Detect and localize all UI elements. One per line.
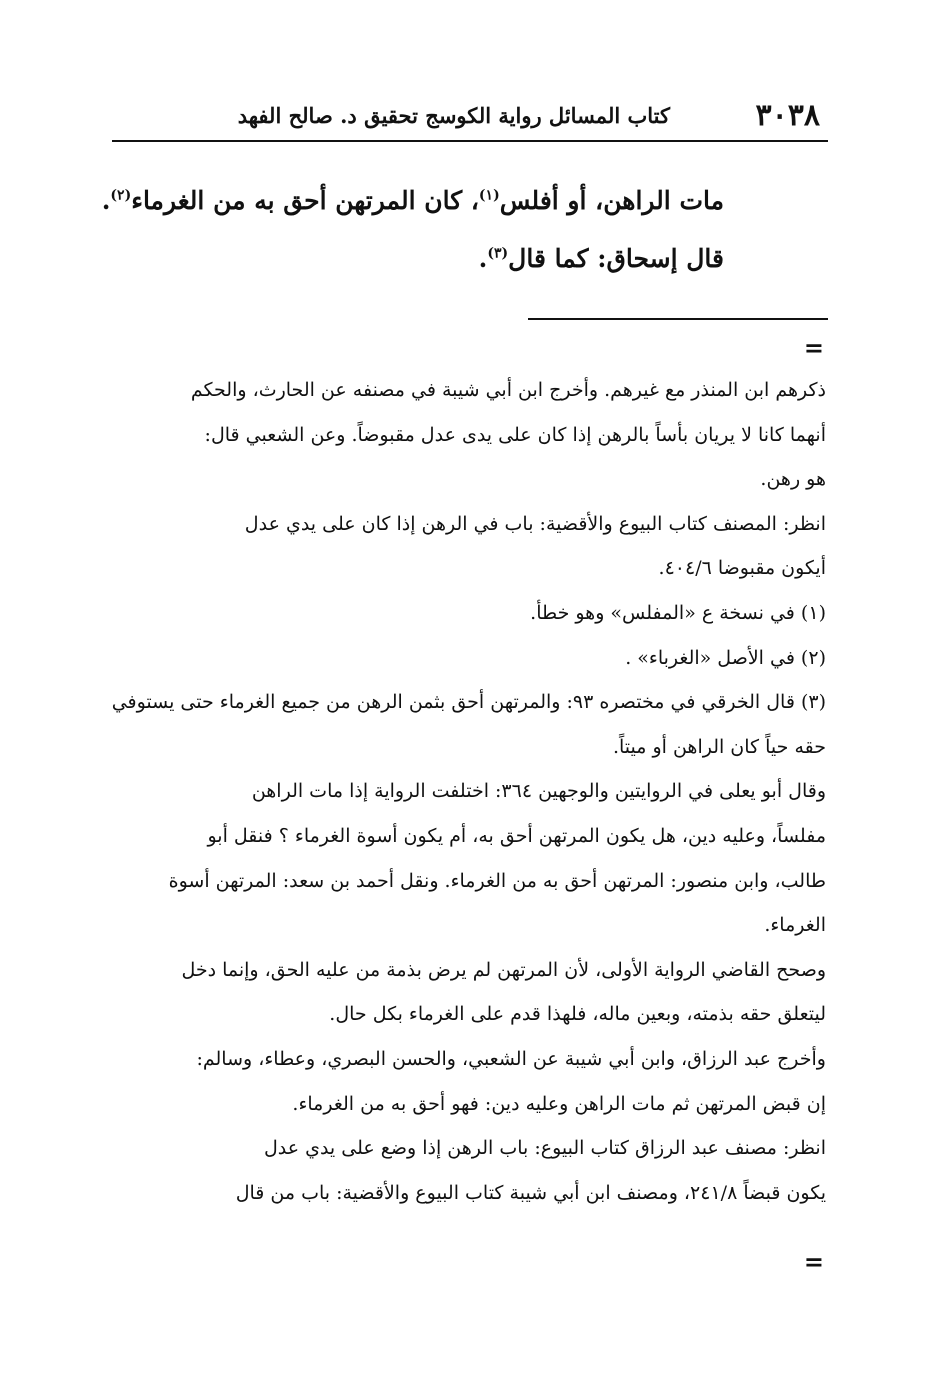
footnote-line: وأخرج عبد الرزاق، وابن أبي شيبة عن الشعبي، والحسن البصري، وعطاء، وسالم: — [196, 1047, 826, 1070]
main-line-1 — [101, 172, 724, 230]
main-line-2-text-a: قال إسحاق: كما قال — [508, 244, 724, 273]
footnote-2: (٢) في الأصل «الغرباء» . — [625, 646, 826, 669]
footnote-line: وقال أبو يعلى في الروايتين والوجهين ٣٦٤: اختلفت الرواية إذا مات الراهن — [251, 780, 826, 803]
footnote-line: حقه حياً كان الراهن أو ميتاً. — [612, 735, 826, 758]
footnote-line: وصحح القاضي الرواية الأولى، لأن المرتهن لم يرض بذمة من عليه الحق، وإنما دخل — [181, 958, 826, 981]
footnote-ref-3: (٣) — [487, 245, 509, 262]
main-line-1-text-b: ، كان المرتهن أحق به من الغرماء — [131, 186, 479, 215]
page-number: ٣٠٣٨ — [755, 98, 820, 133]
footnote-line: طالب، وابن منصور: المرتهن أحق به من الغرماء. ونقل أحمد بن سعد: المرتهن أسوة — [168, 869, 826, 892]
running-title: كتاب المسائل رواية الكوسج تحقيق د. صالح الفهد — [237, 103, 670, 128]
footnote-separator — [528, 318, 828, 320]
main-line-1-text-a: مات الراهن، أو أفلس — [499, 186, 724, 215]
main-line-2-text-b: . — [478, 244, 488, 273]
footnote-line: الغرماء. — [764, 914, 826, 937]
page-header — [110, 96, 828, 136]
footnote-ref-2: (٢) — [110, 187, 132, 204]
continuation-mark-top: = — [803, 333, 824, 362]
footnote-line: أنهما كانا لا يريان بأساً بالرهن إذا كان على يدى عدل مقبوضاً. وعن الشعبي قال: — [204, 423, 826, 446]
footnote-1: (١) في نسخة ع «المفلس» وهو خطأ. — [530, 601, 826, 624]
footnote-line: هو رهن. — [760, 468, 826, 491]
footnote-line: يكون قبضاً ٢٤١/٨، ومصنف ابن أبي شيبة كتاب البيوع والأقضية: باب من قال — [235, 1181, 826, 1204]
footnote-line: مفلساً، وعليه دين، هل يكون المرتهن أحق به، أم يكون أسوة الغرماء ؟ فنقل أبو — [207, 824, 826, 847]
main-line-1-text-c: . — [101, 186, 111, 215]
footnote-line: ليتعلق حقه بذمته، وبعين ماله، فلهذا قدم على الغرماء بكل حال. — [329, 1003, 826, 1026]
footnote-line: ذكرهم ابن المنذر مع غيرهم. وأخرج ابن أبي شيبة في مصنفه عن الحارث، والحكم — [190, 379, 826, 401]
main-line-2 — [164, 230, 724, 288]
footnote-line: انظر: المصنف كتاب البيوع والأقضية: باب في الرهن إذا كان على يدي عدل — [244, 512, 826, 535]
footnote-line: أيكون مقبوضا ٤٠٤/٦. — [658, 557, 826, 580]
footnote-line: إن قبض المرتهن ثم مات الراهن وعليه دين: فهو أحق به من الغرماء. — [292, 1092, 826, 1115]
continuation-mark-bottom: = — [803, 1247, 824, 1276]
footnotes — [110, 368, 826, 1215]
main-text — [101, 172, 724, 288]
footnote-3: (٣) قال الخرقي في مختصره ٩٣: والمرتهن أحق بثمن الرهن من جميع الغرماء حتى يستوفي — [111, 691, 826, 714]
footnote-ref-1: (١) — [478, 187, 500, 204]
header-divider — [112, 140, 828, 142]
footnote-line: انظر: مصنف عبد الرزاق كتاب البيوع: باب الرهن إذا وضع على يدي عدل — [263, 1137, 826, 1160]
